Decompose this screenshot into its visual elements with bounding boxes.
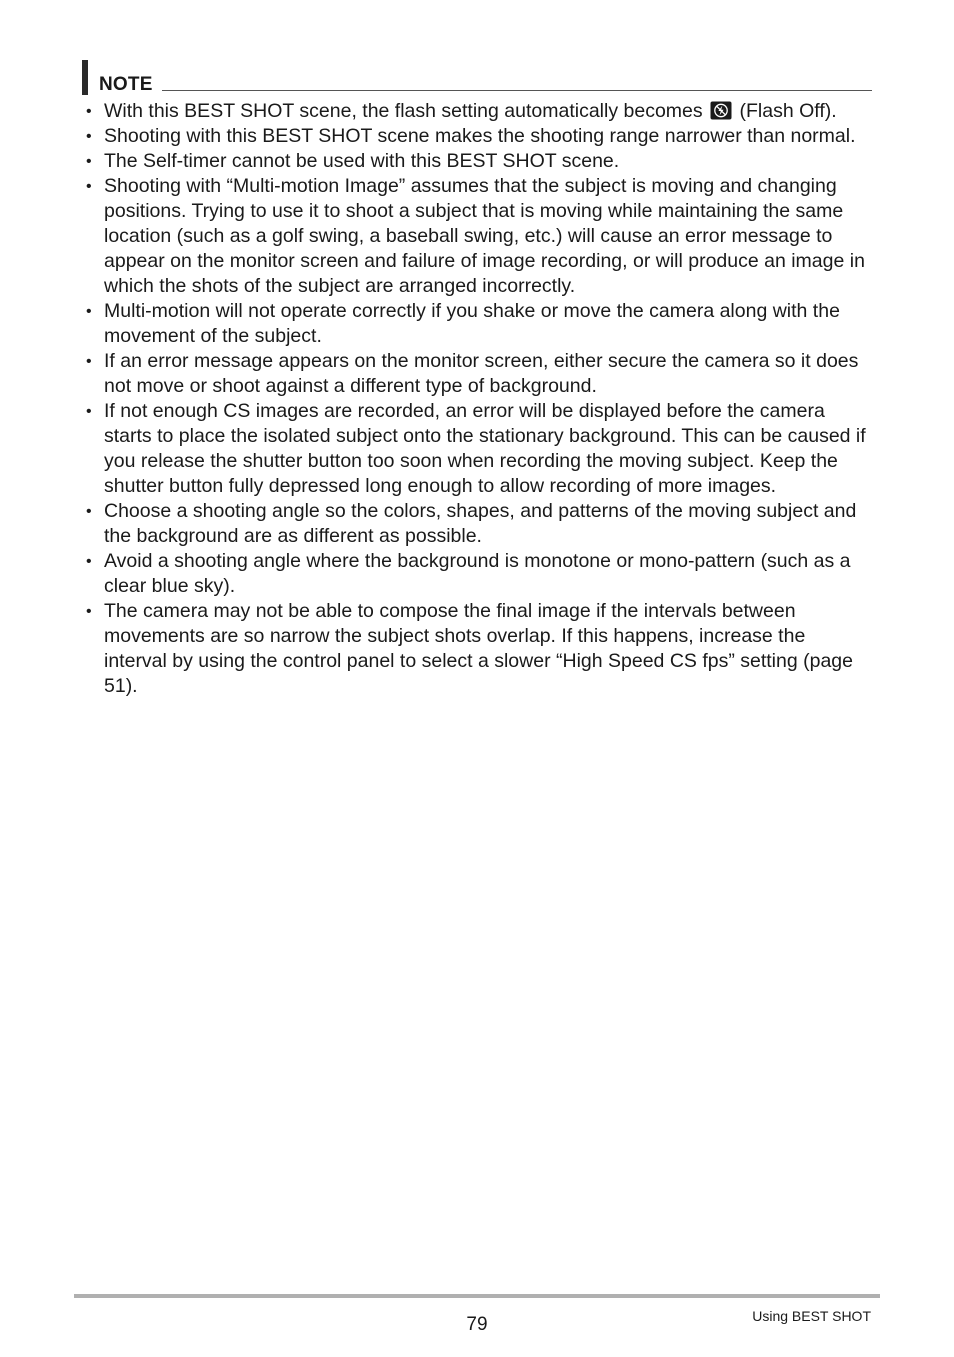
bullet: •	[86, 303, 92, 320]
bullet: •	[86, 178, 92, 195]
list-item-text: Multi-motion will not operate correctly if you shake or move the camera along with the movement of the subject.	[104, 300, 840, 347]
list-item	[84, 599, 870, 699]
bullet: •	[86, 403, 92, 420]
list-item	[84, 499, 870, 549]
note-title: NOTE	[99, 74, 153, 95]
list-item	[84, 124, 870, 149]
list-item-text: Shooting with this BEST SHOT scene makes the shooting range narrower than normal.	[104, 125, 856, 147]
list-item	[84, 299, 870, 349]
list-item	[84, 399, 870, 499]
list-item	[84, 174, 870, 299]
note-marker-bar	[82, 60, 88, 95]
footer-section-title: Using BEST SHOT	[752, 1308, 871, 1324]
list-item-text: The camera may not be able to compose the final image if the intervals between movements are so narrow the subject shots overlap. If this happens, increase the interval by using the control panel to select a slower “High Speed CS fps” setting (page 51).	[104, 600, 853, 697]
note-divider	[162, 90, 872, 91]
list-item	[84, 349, 870, 399]
list-item-text: Shooting with “Multi-motion Image” assumes that the subject is moving and changing positions. Trying to use it to shoot a subject that is moving while maintaining the same location (such as a golf swing, a baseball swing, etc.) will cause an error message to appear on the monitor screen and failure of image recording, or will produce an image in which the shots of the subject are arranged incorrectly.	[104, 175, 865, 297]
notes-list	[84, 99, 870, 699]
bullet: •	[86, 128, 92, 145]
list-item-text: With this BEST SHOT scene, the flash setting automatically becomes	[104, 100, 703, 122]
list-item-text: (Flash Off).	[739, 100, 837, 122]
page-number: 79	[466, 1314, 488, 1335]
list-item-text: Choose a shooting angle so the colors, shapes, and patterns of the moving subject and the background are as different as possible.	[104, 500, 857, 547]
list-item	[84, 149, 870, 174]
note-header	[82, 60, 872, 96]
list-item-text: The Self-timer cannot be used with this BEST SHOT scene.	[104, 150, 620, 172]
flash-off-icon	[710, 101, 732, 120]
bullet: •	[86, 153, 92, 170]
list-item-text: Avoid a shooting angle where the background is monotone or mono-pattern (such as a clear blue sky).	[104, 550, 851, 597]
bullet: •	[86, 553, 92, 570]
bullet: •	[86, 353, 92, 370]
list-item-text: If an error message appears on the monitor screen, either secure the camera so it does not move or shoot against a different type of background.	[104, 350, 859, 397]
bullet: •	[86, 503, 92, 520]
list-item-text: If not enough CS images are recorded, an error will be displayed before the camera starts to place the isolated subject onto the stationary background. This can be caused if you release the shutter button too soon when recording the moving subject. Keep the shutter button fully depressed long enough to allow recording of more images.	[104, 400, 866, 497]
bullet: •	[86, 103, 92, 120]
bullet: •	[86, 603, 92, 620]
list-item	[84, 549, 870, 599]
footer-divider	[74, 1294, 880, 1298]
list-item	[84, 99, 870, 124]
